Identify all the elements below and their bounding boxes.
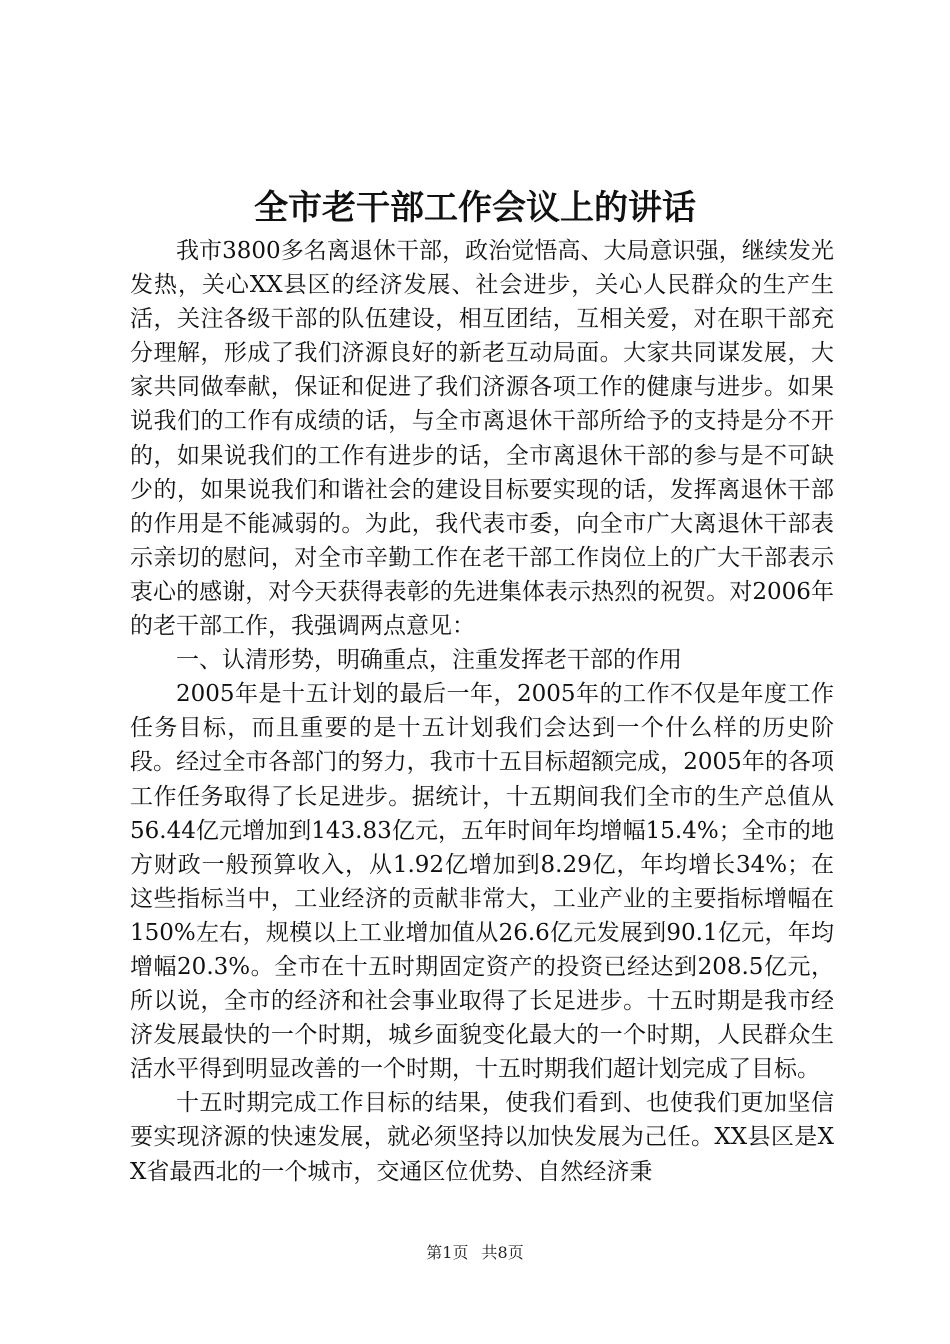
document-title: 全市老干部工作会议上的讲话	[254, 188, 696, 228]
section-heading-1: 一、认清形势，明确重点，注重发挥老干部的作用	[176, 647, 682, 674]
page-total: 共8页	[481, 1243, 524, 1262]
page-number: 第1页	[426, 1243, 469, 1262]
page-footer	[0, 1241, 950, 1265]
paragraph-intro: 我市3800多名离退休干部，政治觉悟高、大局意识强，继续发光发热，关心XX县区的经济发展、社会进步，关心人民群众的生产生活，关注各级干部的队伍建设，相互团结，互相关爱，对在职干部充分理解，形成了我们济源良好的新老互动局面。大家共同谋发展，大家共同做奉献，保证和促进了我们济源各项工作的健康与进步。如果说我们的工作有成绩的话，与全市离退休干部所给予的支持是分不开的，如果说我们的工作有进步的话，全市离退休干部的参与是不可缺少的，如果说我们和谐社会的建设目标要实现的话，发挥离退休干部的作用是不能减弱的。为此，我代表市委，向全市广大离退休干部表示亲切的慰问，对全市辛勤工作在老干部工作岗位上的广大干部表示衷心的感谢，对今天获得表彰的先进集体表示热烈的祝贺。对2006年的老干部工作，我强调两点意见：	[130, 238, 834, 640]
document-body	[130, 234, 834, 1189]
paragraph-statistics: 2005年是十五计划的最后一年，2005年的工作不仅是年度工作任务目标，而且重要的是十五计划我们会达到一个什么样的历史阶段。经过全市各部门的努力，我市十五目标超额完成，2005年的各项工作任务取得了长足进步。据统计，十五期间我们全市的生产总值从56.44亿元增加到143.83亿元，五年时间年均增幅15.4%；全市的地方财政一般预算收入，从1.92亿增加到8.29亿，年均增长34%；在这些指标当中，工业经济的贡献非常大，工业产业的主要指标增幅在150%左右，规模以上工业增加值从26.6亿元发展到90.1亿元，年均增幅20.3%。全市在十五时期固定资产的投资已经达到208.5亿元，所以说，全市的经济和社会事业取得了长足进步。十五时期是我市经济发展最快的一个时期，城乡面貌变化最大的一个时期，人民群众生活水平得到明显改善的一个时期，十五时期我们超计划完成了目标。	[130, 681, 834, 1083]
paragraph-development: 十五时期完成工作目标的结果，使我们看到、也使我们更加坚信要实现济源的快速发展，就必须坚持以加快发展为己任。XX县区是XX省最西北的一个城市，交通区位优势、自然经济秉	[130, 1090, 834, 1185]
